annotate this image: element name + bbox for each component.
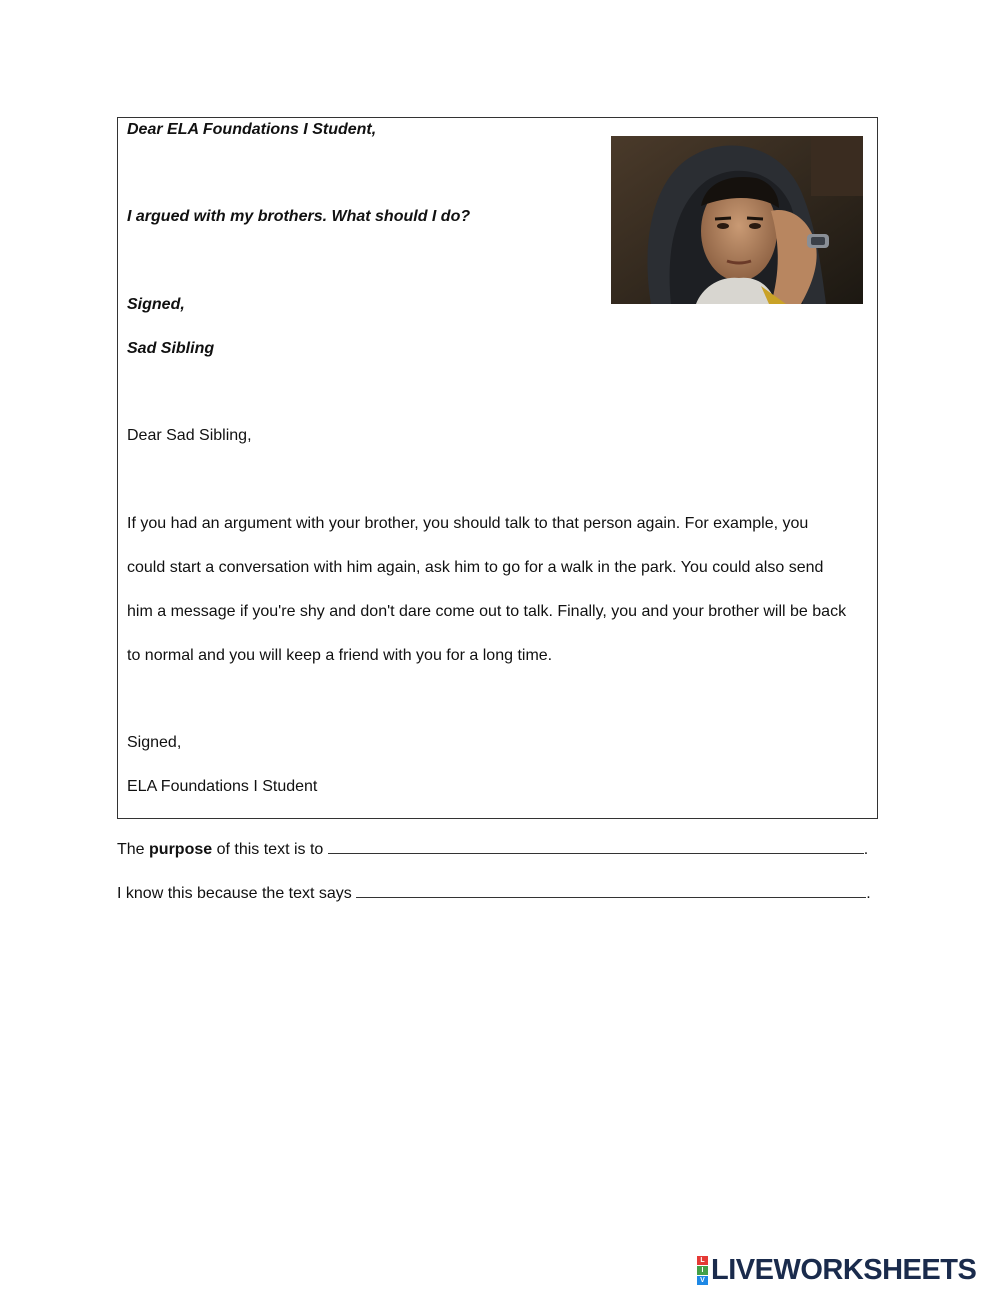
evidence-end: .	[866, 885, 871, 902]
liveworksheets-logo	[697, 1255, 976, 1285]
letter-signer: Sad Sibling	[127, 340, 215, 357]
reply-line: him a message if you're shy and don't dare come out to talk. Finally, you and your brother will be back	[127, 603, 847, 620]
reply-line: If you had an argument with your brother, you should talk to that person again. For example, you	[127, 515, 809, 532]
logo-block-i: I	[697, 1266, 708, 1275]
hooded-teen-photo	[611, 136, 863, 304]
evidence-prefix: I know this because the text says	[117, 885, 357, 902]
letter-question: I argued with my brothers. What should I do?	[127, 208, 471, 225]
reply-greeting: Dear Sad Sibling,	[127, 427, 252, 444]
reply-line: could start a conversation with him again, ask him to go for a walk in the park. You could also send	[127, 559, 824, 576]
letter-signed: Signed,	[127, 296, 185, 313]
logo-block-v: V	[697, 1276, 708, 1285]
reply-signer: ELA Foundations I Student	[127, 778, 318, 795]
logo-block-l: L	[697, 1256, 708, 1265]
reply-line: to normal and you will keep a friend with you for a long time.	[127, 647, 553, 664]
letter-box	[117, 117, 878, 819]
purpose-suffix: of this text is to	[212, 841, 328, 858]
purpose-question	[117, 839, 868, 860]
logo-blocks-icon	[697, 1256, 708, 1285]
evidence-answer-blank[interactable]	[356, 883, 866, 898]
purpose-answer-blank[interactable]	[328, 839, 864, 854]
letter-greeting: Dear ELA Foundations I Student,	[127, 121, 377, 138]
reply-signed: Signed,	[127, 734, 182, 751]
purpose-end: .	[863, 841, 869, 858]
evidence-question	[117, 883, 871, 904]
purpose-bold: purpose	[149, 841, 213, 858]
logo-text: LIVEWORKSHEETS	[711, 1254, 977, 1286]
purpose-prefix: The	[117, 841, 150, 858]
